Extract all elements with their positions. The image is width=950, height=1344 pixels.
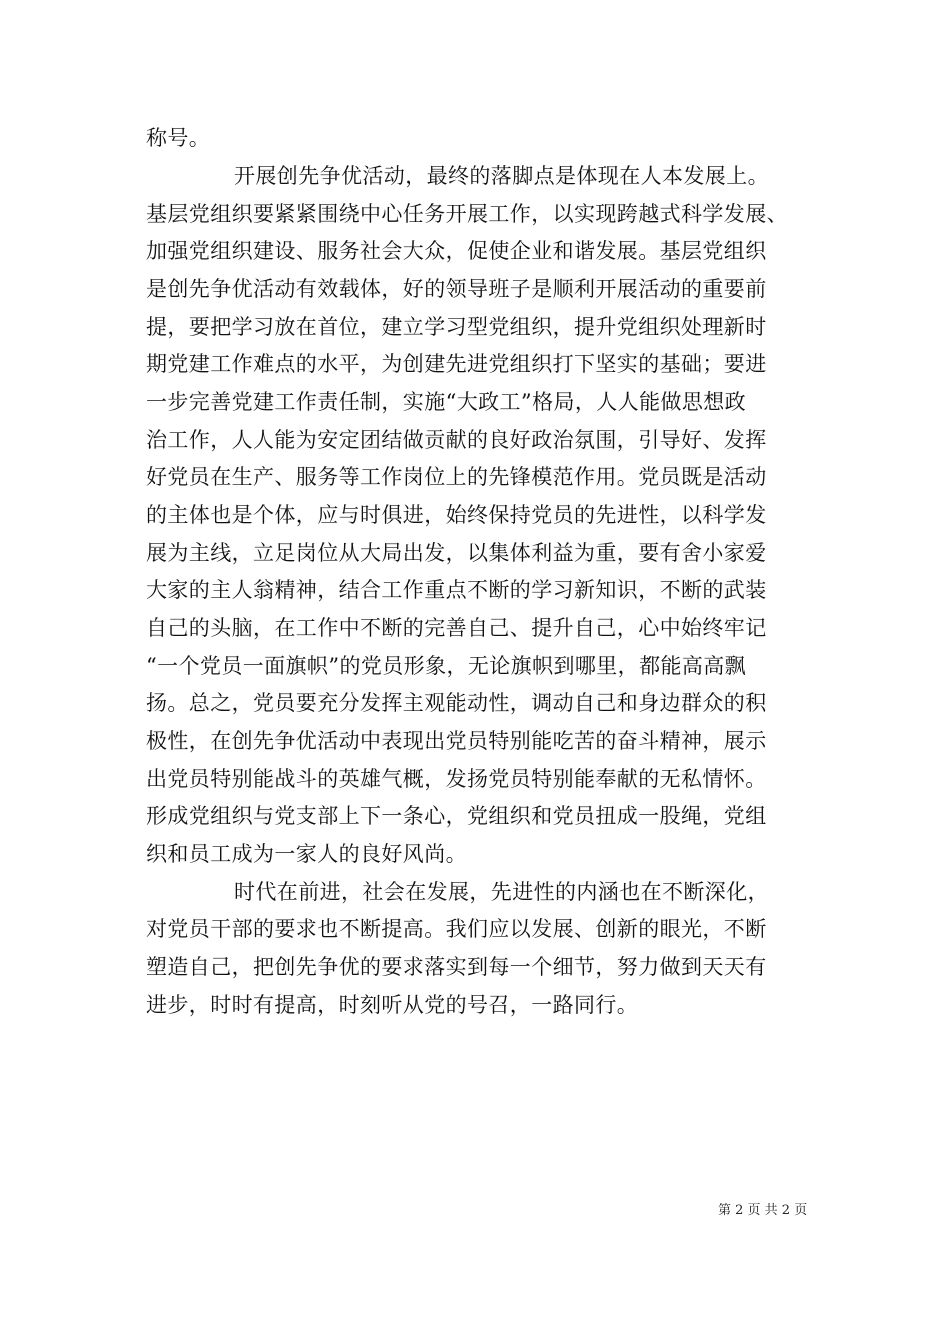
text-line: 展为主线，立足岗位从大局出发，以集体利益为重，要有舍小家爱 [146,541,767,565]
paragraph-first-line: 开展创先争优活动，最终的落脚点是体现在人本发展上。 [234,164,769,188]
text-line: 塑造自己，把创先争优的要求落实到每一个细节，努力做到天天有 [146,955,767,979]
text-line: 治工作，人人能为安定团结做贡献的良好政治氛围，引导好、发挥 [146,428,767,452]
page-number: 第 2 页 共 2 页 [718,1203,808,1218]
text-line: 基层党组织要紧紧围绕中心任务开展工作，以实现跨越式科学发展、 [146,202,788,226]
text-line: 提，要把学习放在首位，建立学习型党组织，提升党组织处理新时 [146,315,767,339]
paragraph-first-line: 时代在前进，社会在发展，先进性的内涵也在不断深化， [234,880,769,904]
text-line: 对党员干部的要求也不断提高。我们应以发展、创新的眼光，不断 [146,917,767,941]
text-line: 形成党组织与党支部上下一条心，党组织和党员扭成一股绳，党组 [146,804,767,828]
text-line: 织和员工成为一家人的良好风尚。 [146,842,467,866]
text-line: 进步，时时有提高，时刻听从党的号召，一路同行。 [146,993,639,1017]
text-line: 自己的头脑，在工作中不断的完善自己、提升自己，心中始终牢记 [146,616,767,640]
text-line: 一步完善党建工作责任制，实施“大政工”格局，人人能做思想政 [146,390,747,414]
text-line: 期党建工作难点的水平，为创建先进党组织打下坚实的基础；要进 [146,352,767,376]
text-line: 好党员在生产、服务等工作岗位上的先锋模范作用。党员既是活动 [146,465,767,489]
text-line: 的主体也是个体，应与时俱进，始终保持党员的先进性，以科学发 [146,503,767,527]
text-line: 称号。 [146,126,211,150]
text-line: 加强党组织建设、服务社会大众，促使企业和谐发展。基层党组织 [146,239,767,263]
text-line: 是创先争优活动有效载体，好的领导班子是顺利开展活动的重要前 [146,277,767,301]
text-line: “一个党员一面旗帜”的党员形象，无论旗帜到哪里，都能高高飘 [146,654,747,678]
text-line: 出党员特别能战斗的英雄气概，发扬党员特别能奉献的无私情怀。 [146,767,767,791]
text-line: 极性，在创先争优活动中表现出党员特别能吃苦的奋斗精神，展示 [146,729,767,753]
text-line: 大家的主人翁精神，结合工作重点不断的学习新知识，不断的武装 [146,578,767,602]
text-line: 扬。总之，党员要充分发挥主观能动性，调动自己和身边群众的积 [146,691,767,715]
